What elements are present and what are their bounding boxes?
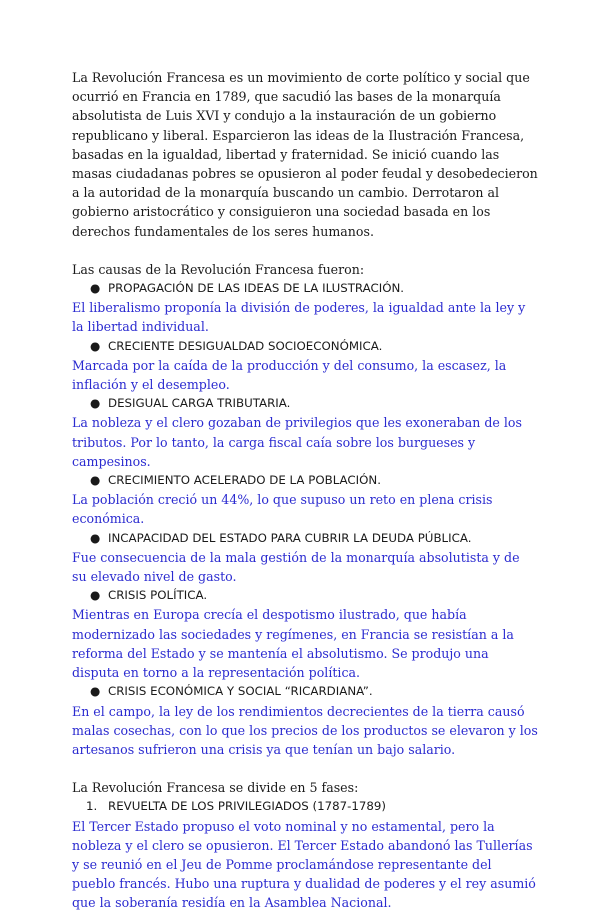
- cause-title: [72, 337, 538, 356]
- cause-title-text: DESIGUAL CARGA TRIBUTARIA.: [108, 396, 291, 411]
- bullet-icon: ●: [90, 588, 101, 603]
- cause-title: [72, 471, 538, 490]
- cause-title: [72, 529, 538, 548]
- bullet-icon: ●: [90, 530, 101, 545]
- bullet-icon: ●: [90, 281, 101, 296]
- cause-title-text: CRECIENTE DESIGUALDAD SOCIOECONÓMICA.: [108, 338, 383, 353]
- bullet-icon: ●: [90, 396, 101, 411]
- phase-number: 1.: [86, 799, 98, 814]
- phase-title: [72, 797, 538, 816]
- cause-description: La población creció un 44%, lo que supuso un reto en plena crisis económica.: [72, 492, 493, 527]
- cause-title-text: INCAPACIDAD DEL ESTADO PARA CUBRIR LA DEUDA PÚBLICA.: [108, 530, 472, 545]
- causes-list: [72, 279, 538, 759]
- cause-title: [72, 394, 538, 413]
- cause-title-text: CRECIMIENTO ACELERADO DE LA POBLACIÓN.: [108, 473, 381, 488]
- document-page: [72, 68, 538, 913]
- cause-description: En el campo, la ley de los rendimientos decrecientes de la tierra causó malas cosechas, con lo que los precios de los productos se elevaron y los artesanos sufrieron una crisis ya que tenían un bajo salario.: [72, 703, 538, 757]
- phases-list: [72, 797, 538, 912]
- cause-description: El liberalismo proponía la división de poderes, la igualdad ante la ley y la libertad individual.: [72, 300, 526, 335]
- bullet-icon: ●: [90, 338, 101, 353]
- cause-title: [72, 279, 538, 298]
- causes-lead: Las causas de la Revolución Francesa fueron:: [72, 261, 365, 277]
- cause-title-text: CRISIS ECONÓMICA Y SOCIAL “RICARDIANA”.: [108, 684, 373, 699]
- cause-title-text: PROPAGACIÓN DE LAS IDEAS DE LA ILUSTRACIÓN.: [108, 281, 405, 296]
- cause-description: Marcada por la caída de la producción y del consumo, la escasez, la inflación y el desempleo.: [72, 357, 507, 393]
- cause-description: Fue consecuencia de la mala gestión de la monarquía absolutista y de su elevado nivel de gasto.: [72, 549, 520, 585]
- cause-description: Mientras en Europa crecía el despotismo ilustrado, que había modernizado las sociedades y regímenes, en Francia se resistían a la reforma del Estado y se mantenía el absolutismo. Se produjo una disputa en torno a la representación política.: [72, 607, 514, 681]
- phases-lead: La Revolución Francesa se divide en 5 fases:: [72, 780, 359, 796]
- bullet-icon: ●: [90, 473, 101, 488]
- cause-description: La nobleza y el clero gozaban de privilegios que les exoneraban de los tributos. Por lo tanto, la carga fiscal caía sobre los burgueses y campesinos.: [72, 415, 522, 469]
- intro-paragraph: La Revolución Francesa es un movimiento de corte político y social que ocurrió en Francia en 1789, que sacudió las bases de la monarquía absolutista de Luis XVI y condujo a la instauración de un gobierno republicano y liberal. Esparcieron las ideas de la Ilustración Francesa, basadas en la igualdad, libertad y fraternidad. Se inició cuando las masas ciudadanas pobres se opusieron al poder feudal y desobedecieron a la autoridad de la monarquía buscando un cambio. Derrotaron al gobierno aristocrático y consiguieron una sociedad basada en los derechos fundamentales de los seres humanos.: [72, 70, 538, 239]
- section-gap: [72, 759, 538, 778]
- phase-description: El Tercer Estado propuso el voto nominal y no estamental, pero la nobleza y el clero se opusieron. El Tercer Estado abandonó las Tullerías y se reunió en el Jeu de Pomme proclamándose representante del pueblo francés. Hubo una ruptura y dualidad de poderes y el rey asumió que la soberanía residía en la Asamblea Nacional.: [72, 818, 536, 911]
- phase-title-text: REVUELTA DE LOS PRIVILEGIADOS (1787-1789): [108, 799, 386, 814]
- bullet-icon: ●: [90, 684, 101, 699]
- cause-title: [72, 682, 538, 701]
- cause-title-text: CRISIS POLÍTICA.: [108, 588, 208, 603]
- cause-title: [72, 586, 538, 605]
